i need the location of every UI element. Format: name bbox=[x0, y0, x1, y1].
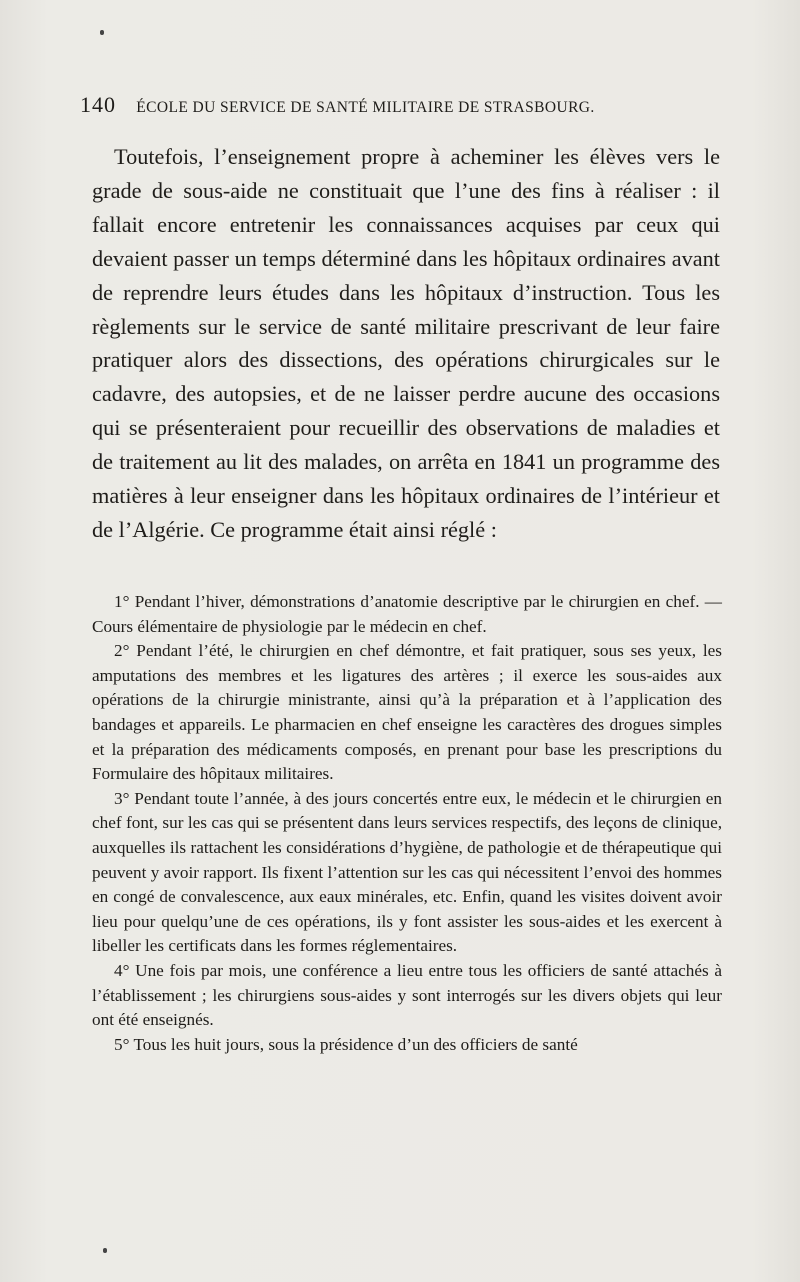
running-title: ÉCOLE DU SERVICE DE SANTÉ MILITAIRE DE STRASBOURG. bbox=[136, 99, 595, 116]
print-speck bbox=[100, 30, 104, 35]
list-item-3: 3° Pendant toute l’année, à des jours concertés entre eux, le médecin et le chirurgien en chef font, sur les cas qui se présentent dans leurs services respectifs, des leçons de clinique, auxquelles ils rattachent les considérations d’hygiène, de pathologie et de thérapeutique qui peuvent y avoir rapport. Ils fixent l’attention sur les cas qui nécessitent l’envoi des hommes en congé de convalescence, aux eaux minérales, etc. Enfin, quand les visites doivent avoir lieu pour quelqu’une de ces opérations, ils y font assister les sous-aides et les exercent à libeller les certificats dans les formes réglementaires. bbox=[92, 788, 722, 956]
main-text bbox=[92, 140, 720, 547]
list-item-5: 5° Tous les huit jours, sous la présidence d’un des officiers de santé bbox=[114, 1034, 578, 1054]
list-item-2: 2° Pendant l’été, le chirurgien en chef démontre, et fait pratiquer, sous ses yeux, les amputations des membres et les ligatures des artères ; il exerce les sous-aides aux opérations de la chirurgie ministrante, ainsi qu’à la préparation et à l’application des bandages et appareils. Le pharmacien en chef enseigne les caractères des drogues simples et la préparation des médicaments composés, en prenant pour base les prescriptions du Formulaire des hôpitaux militaires. bbox=[92, 641, 722, 784]
list-item-4: 4° Une fois par mois, une conférence a lieu entre tous les officiers de santé attachés à l’établissement ; les chirurgiens sous-aides y sont interrogés sur les divers objets qui leur ont été enseignés. bbox=[92, 960, 722, 1030]
program-list bbox=[92, 590, 722, 1057]
body-paragraph: Toutefois, l’enseignement propre à acheminer les élèves vers le grade de sous-aide ne constituait que l’une des fins à réaliser : il fallait encore entretenir les connaissances acquises par ceux qui devaient passer un temps déterminé dans les hôpitaux ordinaires avant de reprendre leurs études dans les hôpitaux d’instruction. Tous les règlements sur le service de santé militaire prescrivant de leur faire pratiquer alors des dissections, des opérations chirurgicales sur le cadavre, des autopsies, et de ne laisser perdre aucune des occasions qui se présenteraient pour recueillir des observations de maladies et de traitement au lit des malades, on arrêta en 1841 un programme des matières à leur enseigner dans les hôpitaux ordinaires de l’intérieur et de l’Algérie. Ce programme était ainsi réglé : bbox=[92, 144, 720, 542]
list-item-1: 1° Pendant l’hiver, démonstrations d’anatomie descriptive par le chirurgien en chef. — Cours élémentaire de physiologie par le médecin en chef. bbox=[92, 592, 722, 636]
page-number: 140 bbox=[80, 92, 116, 117]
print-speck bbox=[103, 1248, 107, 1253]
page-header bbox=[80, 92, 730, 118]
